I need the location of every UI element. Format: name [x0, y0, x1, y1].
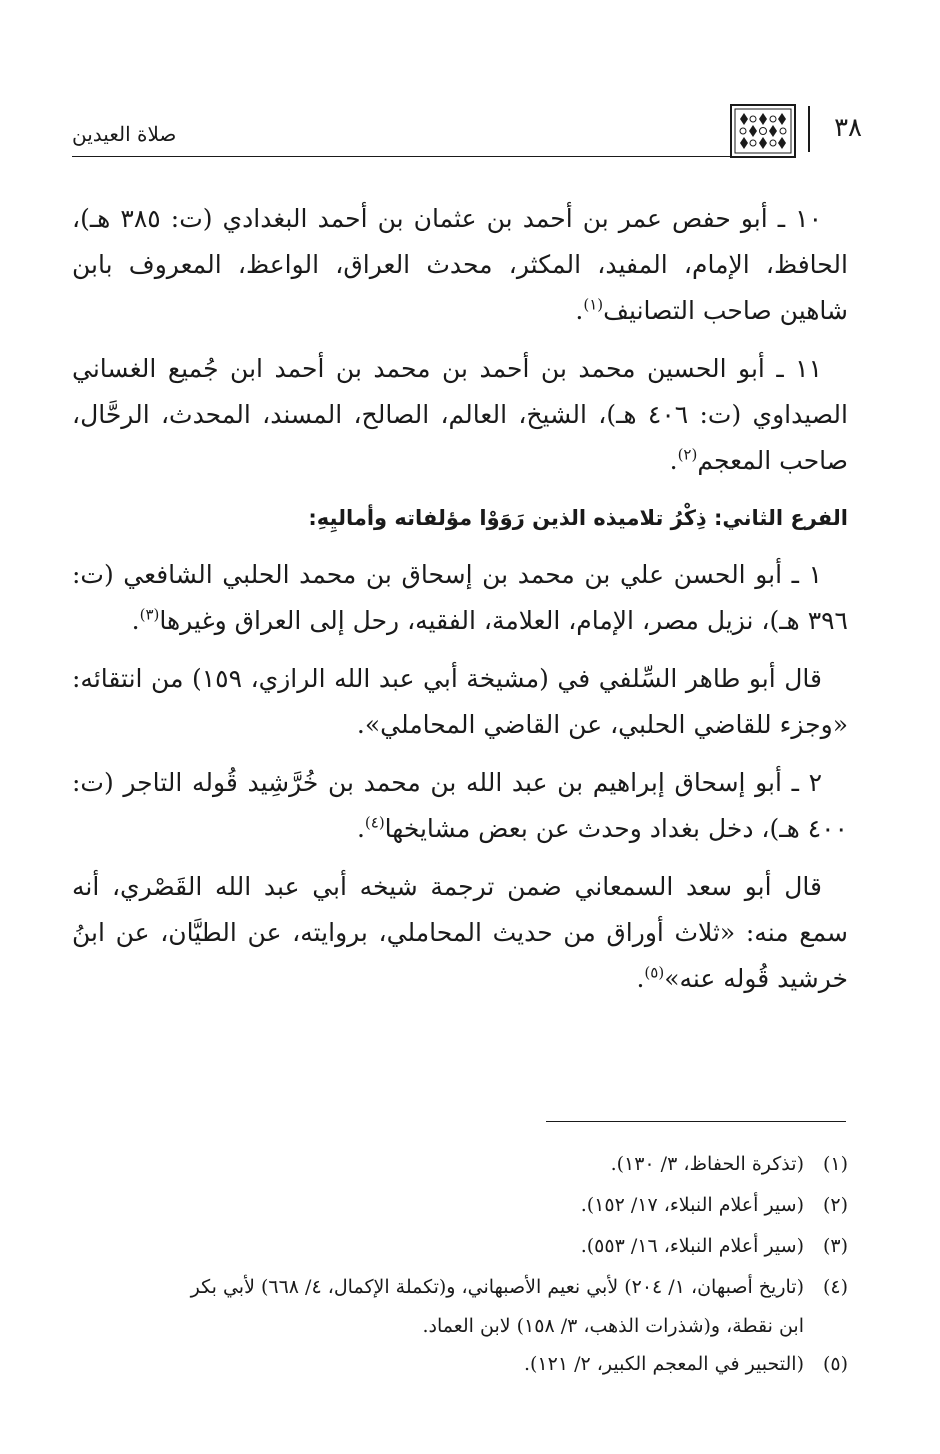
footnote-item: [72, 1185, 848, 1226]
paragraph-text: قال أبو سعد السمعاني ضمن ترجمة شيخه أبي عبد الله القَصْري، أنه سمع منه: «ثلاث أوراق من حديث المحاملي، بروايته، عن الطيَّان، عن ابنُ خرشيد قُوله عنه»: [72, 872, 848, 993]
paragraph-end: .: [636, 964, 645, 993]
footnote-text: (التحبير في المعجم الكبير، ٢/ ١٢١).: [523, 1353, 804, 1375]
footnote-ref-5[interactable]: (٥): [644, 963, 665, 982]
section-heading: الفرع الثاني: ذِكْرُ تلاميذه الذين رَوَوْا مؤلفاته وأماليِهِ:: [308, 506, 848, 530]
footnote-number: (١): [822, 1153, 848, 1175]
footnote-text: (تذكرة الحفاظ، ٣/ ١٣٠).: [610, 1153, 804, 1175]
paragraph-text: ٢ ـ أبو إسحاق إبراهيم بن عبد الله بن محمد بن خُرَّشِيد قُوله التاجر (ت: ٤٠٠ هـ)، دخل بغداد وحدث عن بعض مشايخها: [72, 768, 848, 843]
main-text: [72, 196, 848, 1014]
page-header: [72, 100, 862, 160]
footnote-ref-3[interactable]: (٣): [139, 605, 160, 624]
paragraph-end: .: [575, 296, 584, 325]
geometric-ornament-icon: [730, 104, 796, 158]
footnote-number: (٥): [822, 1353, 848, 1375]
footnote-item: [72, 1144, 848, 1185]
footnote-number: (٢): [822, 1194, 848, 1216]
paragraph-text: قال أبو طاهر السِّلفي في (مشيخة أبي عبد الله الرازي، ١٥٩) من انتقائه: «وجزء للقاضي الحلبي، عن القاضي المحاملي».: [72, 664, 848, 739]
paragraph-1: [72, 196, 848, 334]
header-separator: [808, 106, 810, 152]
paragraph-5: [72, 760, 848, 852]
paragraph-4: [72, 656, 848, 748]
running-title: صلاة العيدين: [72, 122, 177, 146]
footnote-item: [72, 1226, 848, 1267]
footnote-number: (٤): [822, 1276, 848, 1298]
footnote-text-line2: ابن نقطة، و(شذرات الذهب، ٣/ ١٥٨) لابن العماد.: [422, 1315, 804, 1337]
paragraph-end: .: [669, 446, 678, 475]
paragraph-text: ١٠ ـ أبو حفص عمر بن أحمد بن عثمان بن أحمد البغدادي (ت: ٣٨٥ هـ)، الحافظ، الإمام، المفيد، المكثر، محدث العراق، الواعظ، المعروف بابن شاهين صاحب التصانيف: [72, 204, 848, 325]
paragraph-end: .: [131, 606, 140, 635]
paragraph-end: .: [356, 814, 365, 843]
footnote-text: (سير أعلام النبلاء، ١٦/ ٥٥٣).: [580, 1235, 804, 1257]
footnote-item: [72, 1344, 848, 1385]
footnotes: [72, 1144, 848, 1385]
footnote-text: [72, 1267, 804, 1344]
paragraph-6: [72, 864, 848, 1002]
paragraph-2: [72, 346, 848, 484]
page-number: ٣٨: [834, 113, 862, 143]
paragraph-3: [72, 552, 848, 644]
footnote-text: (سير أعلام النبلاء، ١٧/ ١٥٢).: [580, 1194, 804, 1216]
footnote-text-line1: (تاريخ أصبهان، ١/ ٢٠٤) لأبي نعيم الأصبهاني، و(تكملة الإكمال، ٤/ ٦٦٨) لأبي بكر: [190, 1276, 804, 1298]
footnote-ref-2[interactable]: (٢): [677, 445, 698, 464]
footnote-item: [72, 1267, 848, 1344]
paragraph-text: ١ ـ أبو الحسن علي بن محمد بن إسحاق بن محمد الحلبي الشافعي (ت: ٣٩٦ هـ)، نزيل مصر، الإمام، العلامة، الفقيه، رحل إلى العراق وغيرها: [72, 560, 848, 635]
footnote-separator: [546, 1121, 846, 1122]
footnote-number: (٣): [822, 1235, 848, 1257]
paragraph-text: ١١ ـ أبو الحسين محمد بن أحمد بن محمد بن أحمد ابن جُميع الغساني الصيداوي (ت: ٤٠٦ هـ)، الشيخ، العالم، الصالح، المسند، المحدث، الرحَّال، صاحب المعجم: [72, 354, 848, 475]
header-rule: [72, 156, 734, 157]
footnote-ref-1[interactable]: (١): [583, 295, 604, 314]
footnote-ref-4[interactable]: (٤): [364, 813, 385, 832]
